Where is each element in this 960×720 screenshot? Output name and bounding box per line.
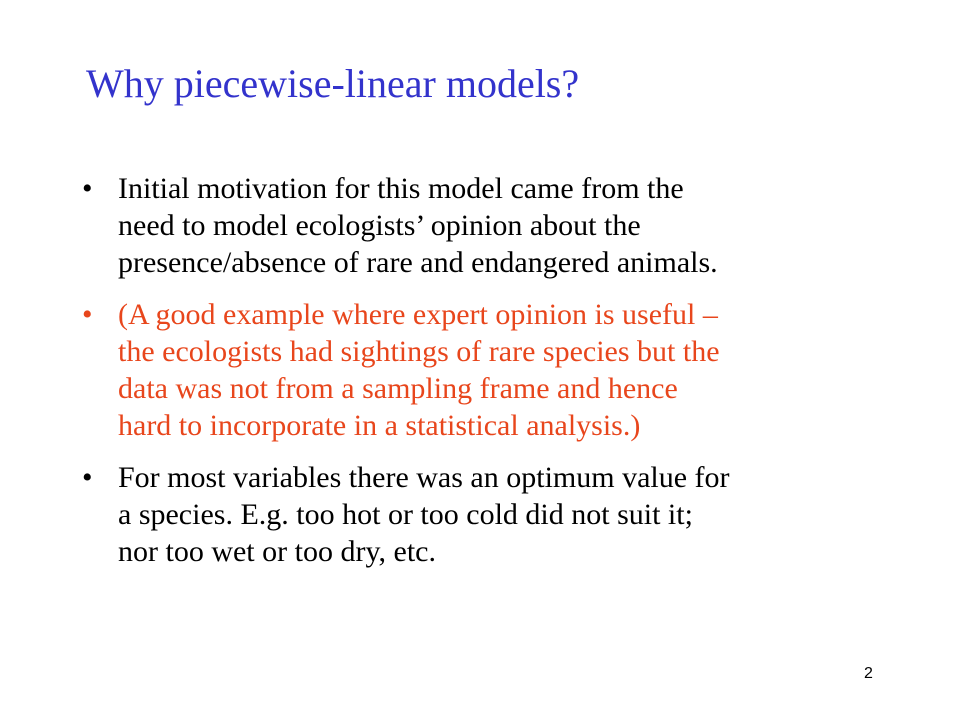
bullet-item-optimum-value: [82, 459, 892, 570]
bullet-line: For most variables there was an optimum value for: [118, 461, 730, 494]
bullet-item-expert-opinion: [82, 296, 892, 444]
bullet-item-motivation: [82, 170, 892, 281]
bullet-list: [82, 170, 892, 585]
bullet-line: (A good example where expert opinion is useful –: [118, 298, 718, 331]
bullet-line: a species. E.g. too hot or too cold did not suit it;: [118, 498, 693, 531]
bullet-dot-icon: •: [82, 461, 93, 494]
bullet-line: need to model ecologists’ opinion about the: [118, 209, 641, 242]
bullet-line: data was not from a sampling frame and hence: [118, 372, 678, 405]
bullet-dot-icon: •: [82, 172, 93, 205]
bullet-line: hard to incorporate in a statistical analysis.): [118, 409, 641, 442]
slide-title: Why piecewise-linear models?: [86, 61, 580, 106]
bullet-line: nor too wet or too dry, etc.: [118, 535, 436, 568]
bullet-dot-icon: •: [82, 298, 93, 331]
bullet-line: presence/absence of rare and endangered animals.: [118, 246, 718, 279]
bullet-line: the ecologists had sightings of rare species but the: [118, 335, 720, 368]
bullet-line: Initial motivation for this model came from the: [118, 172, 684, 205]
page-number: 2: [864, 665, 873, 682]
